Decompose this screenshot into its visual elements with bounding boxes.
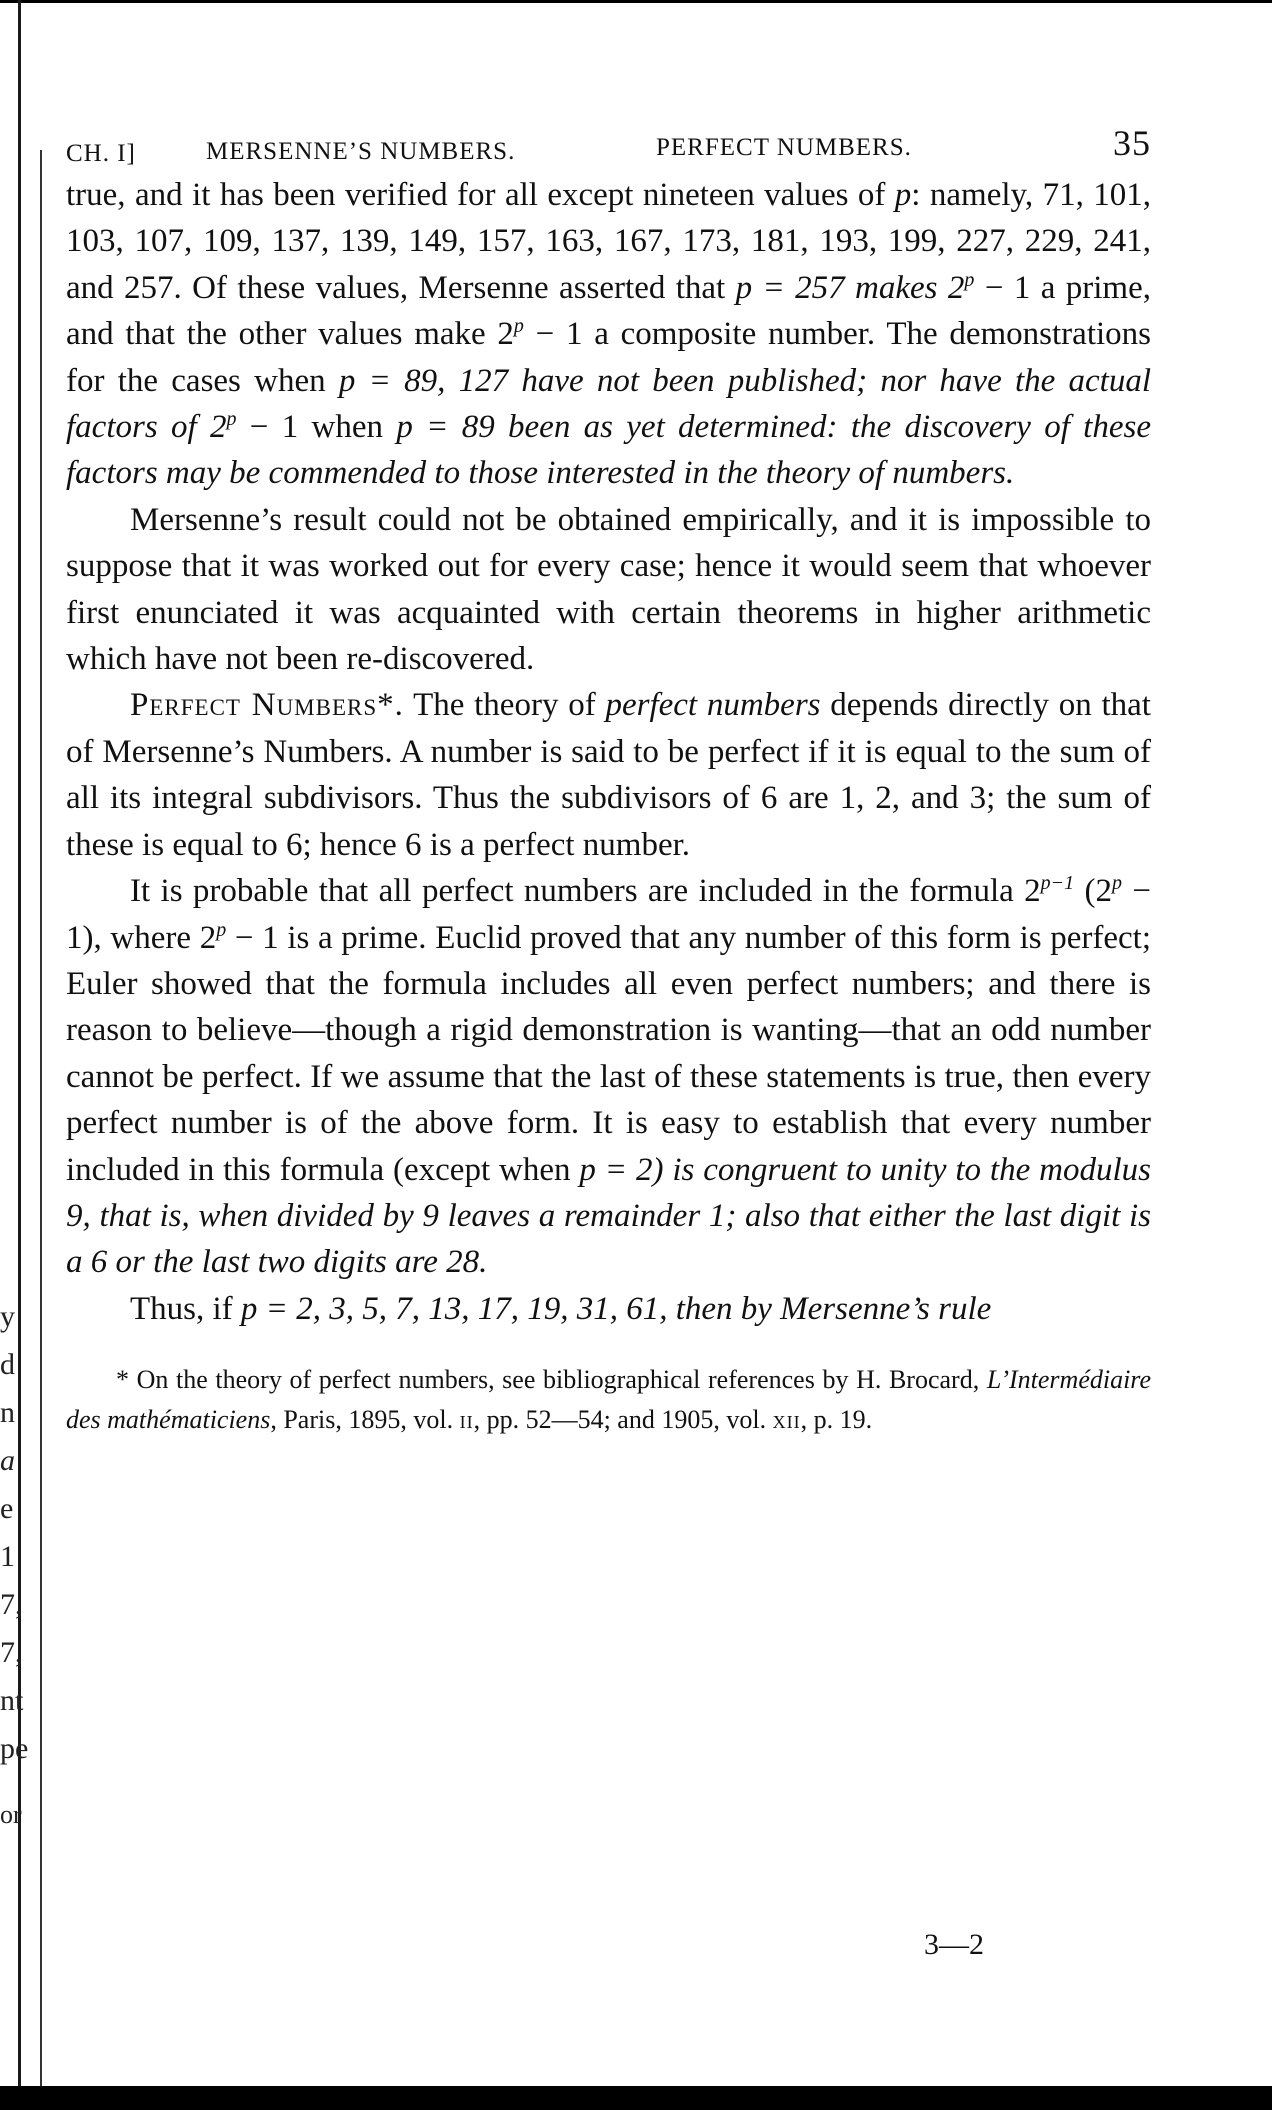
margin-fragment: 7, <box>0 1636 23 1669</box>
paragraph-examples: Thus, if p = 2, 3, 5, 7, 13, 17, 19, 31, 61, then by Mersenne’s rule <box>130 1290 992 1327</box>
chapter-label: CH. I] <box>66 140 136 167</box>
margin-fragment: a <box>0 1444 15 1477</box>
paragraph-euclid-euler: It is probable that all perfect numbers are included in the formula $2^{p-1}$ $(2^p - 1)$, where $2^p - 1$ is a prime. Euclid proved that any number of this form is perfect; Euler showed that the formula includes all even perfect numbers; and there is reason to believe—though a rigid demonstration is wanting—that an odd number cannot be perfect. If we assume that the last of these statements is true, then every perfect number is of the above form. It is easy to establish that every number included in this formula (except when p = 2) is congruent to unity to the modulus 9, that is, when divided by 9 leaves a remainder 1; also that either the last digit is a 6 or the last two digits are 28. <box>66 872 1151 1281</box>
page-number: 35 <box>1113 123 1151 163</box>
margin-fragment: nt <box>0 1684 24 1717</box>
paragraph-mersenne-result: Mersenne’s result could not be obtained empirically, and it is impossible to suppose that it was worked out for every case; hence it would seem that whoever first enunciated it was acquainted with certain theorems in higher arithmetic which have not been re-discovered. <box>66 501 1151 678</box>
paragraph-verification: true, and it has been verified for all except nineteen values of p: namely, 71, 101, 103, 107, 109, 137, 139, 149, 157, 163, 167, 173, 181, 193, 199, 227, 229, 241, and 257. Of these values, Mersenne asserted that p = 257 makes $2^p - 1$ a prime, and that the other values make $2^p - 1$ a composite number. The demonstrations for the cases when p = 89, 127 have not been published; nor have the actual factors of $2^p - 1$ when p = 89 been as yet determined: the discovery of these factors may be commended to those interested in the theory of numbers. <box>66 177 1152 492</box>
header-title-left: MERSENNE’S NUMBERS. <box>206 138 516 165</box>
margin-fragment: 1 <box>0 1540 15 1573</box>
footnote: * On the theory of perfect numbers, see bibliographical references by H. Brocard, L’Intermédiaire des mathématiciens, Paris, 1895, vol. ii, pp. 52—54; and 1905, vol. xii, p. 19. <box>66 1365 1151 1435</box>
signature-mark: 3—2 <box>924 1928 984 1961</box>
top-page-edge <box>0 0 1272 3</box>
book-page <box>66 120 1151 1440</box>
binding-edge <box>18 0 21 2090</box>
bottom-page-edge <box>0 2086 1272 2110</box>
margin-fragment: 7, <box>0 1588 23 1621</box>
running-header <box>66 120 1151 172</box>
margin-fragment: d <box>0 1348 15 1381</box>
margin-fragment: n <box>0 1396 15 1429</box>
header-title-right: PERFECT NUMBERS. <box>656 134 912 161</box>
margin-fragment: e <box>0 1492 14 1525</box>
paragraph-perfect-numbers: Perfect Numbers*. The theory of perfect numbers depends directly on that of Mersenne’s Numbers. A number is said to be perfect if it is equal to the sum of all its integral subdivisors. Thus the subdivisors of 6 are 1, 2, and 3; the sum of these is equal to 6; hence 6 is a perfect number. <box>66 687 1151 863</box>
section-heading: Perfect Numbers*. <box>130 687 404 724</box>
margin-fragment: or <box>0 1800 22 1829</box>
margin-fragment: pe <box>0 1732 29 1765</box>
margin-fragment: y <box>0 1300 15 1333</box>
binding-thread <box>40 150 42 2090</box>
